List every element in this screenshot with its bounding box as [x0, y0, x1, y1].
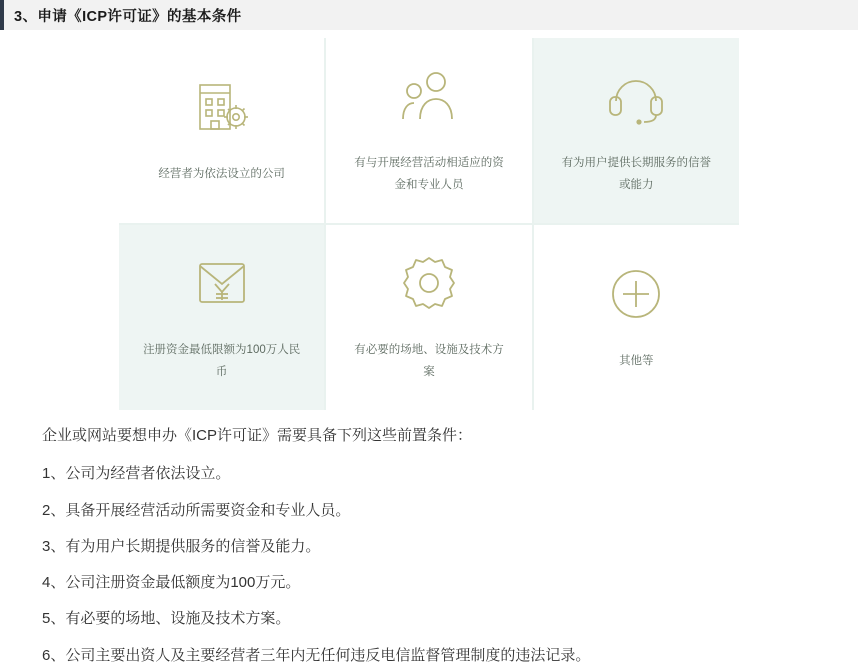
people-icon [398, 65, 460, 127]
section-heading-bar [0, 0, 858, 30]
condition-card-caption: 其他等 [619, 354, 654, 367]
condition-card-caption: 有与开展经营活动相适应的资金和专业人员 [354, 157, 504, 191]
body-text [0, 410, 858, 666]
condition-card-caption: 有必要的场地、设施及技术方案 [354, 344, 504, 378]
money-envelope-icon [193, 252, 251, 314]
condition-card [326, 225, 531, 410]
body-lead: 企业或网站要想申办《ICP许可证》需要具备下列这些前置条件： [42, 427, 473, 444]
condition-card [326, 38, 531, 223]
body-item: 5、有必要的场地、设施及技术方案。 [42, 610, 291, 628]
body-item: 3、有为用户长期提供服务的信誉及能力。 [42, 537, 321, 555]
page-title: 3、申请《ICP许可证》的基本条件 [14, 8, 242, 25]
condition-cards-region [0, 38, 858, 410]
condition-cards-grid [119, 38, 739, 410]
body-item: 6、公司主要出资人及主要经营者三年内无任何违反电信监督管理制度的违法记录。 [42, 646, 591, 664]
condition-card-caption: 有为用户提供长期服务的信誉或能力 [561, 157, 712, 191]
condition-card [119, 225, 324, 410]
condition-card [534, 38, 739, 223]
condition-card-caption: 注册资金最低限额为100万人民币 [143, 344, 301, 378]
headset-icon [606, 65, 666, 127]
condition-card [119, 38, 324, 223]
body-item: 4、公司注册资金最低额度为100万元。 [42, 574, 301, 591]
body-item: 1、公司为经营者依法设立。 [42, 465, 231, 483]
gear-icon [400, 252, 458, 314]
condition-card [534, 225, 739, 410]
building-gear-icon [190, 76, 254, 138]
condition-card-caption: 经营者为依法设立的公司 [158, 167, 285, 180]
plus-circle-icon [607, 263, 665, 325]
body-item: 2、具备开展经营活动所需要资金和专业人员。 [42, 501, 351, 519]
